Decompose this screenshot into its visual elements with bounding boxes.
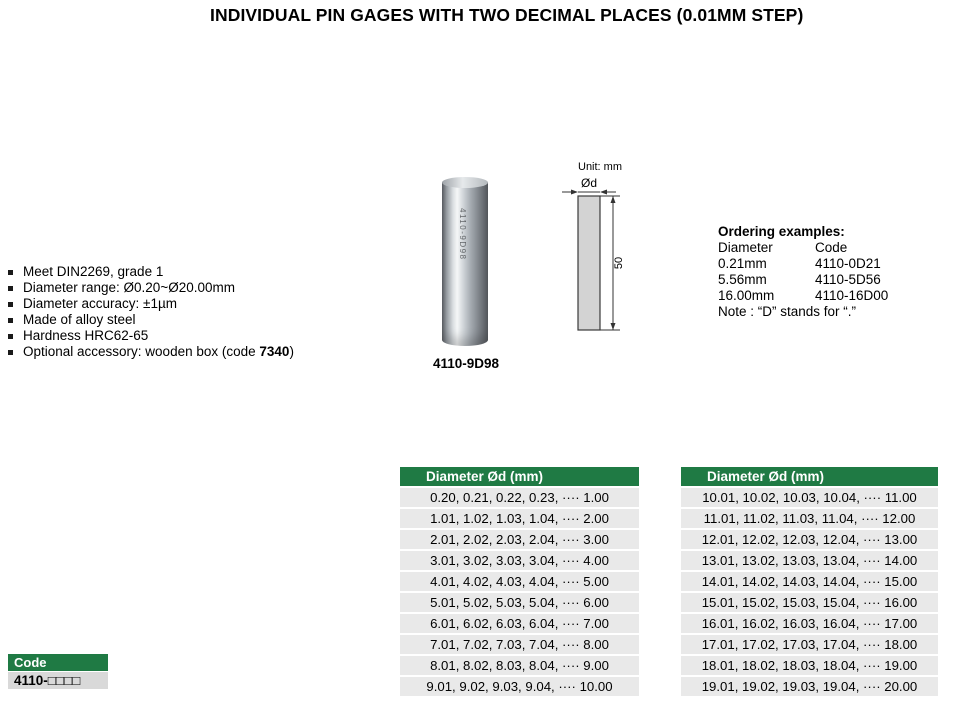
feature-item [8,312,294,328]
unit-label: Unit: mm [578,161,622,173]
feature-text-prefix: Optional accessory: wooden box (code [23,344,260,359]
table-row: 12.01, 12.02, 12.03, 12.04, ···· 13.00 [681,530,938,549]
feature-item [8,296,294,312]
table-row: 19.01, 19.02, 19.03, 19.04, ···· 20.00 [681,677,938,696]
ordering-note: Note : “D” stands for “.” [718,304,857,319]
dim-arrow-up-icon [611,196,616,203]
bullet-square-icon [8,286,13,291]
pin-side-view [578,196,600,330]
diameter-dim-label: Ød [580,176,598,190]
feature-text: Hardness HRC62-65 [23,328,149,343]
diameter-table-left [400,467,639,696]
table-row: 8.01, 8.02, 8.03, 8.04, ···· 9.00 [400,656,639,675]
table-row: 18.01, 18.02, 18.03, 18.04, ···· 19.00 [681,656,938,675]
ordering-col-code: Code [815,240,848,255]
ordering-diameter-value: 16.00mm [718,288,775,303]
ordering-diameter-value: 0.21mm [718,256,767,271]
ordering-examples [718,223,950,320]
ordering-heading: Ordering examples: [718,224,845,239]
table-header: Diameter Ød (mm) [400,467,639,486]
table-row: 1.01, 1.02, 1.03, 1.04, ···· 2.00 [400,509,639,528]
feature-text: Made of alloy steel [23,312,136,327]
feature-text: Meet DIN2269, grade 1 [23,264,164,279]
bullet-square-icon [8,270,13,275]
table-row: 4.01, 4.02, 4.03, 4.04, ···· 5.00 [400,572,639,591]
table-body [400,488,639,696]
ordering-col-diameter: Diameter [718,240,773,255]
code-box-header: Code [8,654,108,671]
dim-arrow-left-icon [600,190,607,195]
table-row: 5.01, 5.02, 5.03, 5.04, ···· 6.00 [400,593,639,612]
feature-text-suffix: ) [289,344,294,359]
dim-arrow-down-icon [611,323,616,330]
table-row: 10.01, 10.02, 10.03, 10.04, ···· 11.00 [681,488,938,507]
ordering-table [718,240,950,304]
ordering-code-value: 4110-16D00 [815,288,889,303]
table-row: 7.01, 7.02, 7.03, 7.04, ···· 8.00 [400,635,639,654]
table-row: 9.01, 9.02, 9.03, 9.04, ···· 10.00 [400,677,639,696]
code-box-value: 4110-□□□□ [8,672,108,689]
technical-drawing [556,156,696,356]
pin-engraving-text: 4110-9D98 [458,208,467,261]
bullet-square-icon [8,334,13,339]
ordering-diameter-value: 5.56mm [718,272,767,287]
feature-item [8,280,294,296]
table-body [681,488,938,696]
table-row: 15.01, 15.02, 15.03, 15.04, ···· 16.00 [681,593,938,612]
table-row: 13.01, 13.02, 13.03, 13.04, ···· 14.00 [681,551,938,570]
table-row: 16.01, 16.02, 16.03, 16.04, ···· 17.00 [681,614,938,633]
ordering-code-value: 4110-5D56 [815,272,881,287]
pin-top-cap [442,177,488,188]
feature-item [8,264,294,280]
table-row: 11.01, 11.02, 11.03, 11.04, ···· 12.00 [681,509,938,528]
length-dim-label: 50 [613,256,625,270]
pin-gage-photo [442,177,488,346]
ordering-code-value: 4110-0D21 [815,256,881,271]
code-box [8,654,108,689]
feature-list [8,264,294,360]
feature-item [8,328,294,344]
bullet-square-icon [8,318,13,323]
page-title: INDIVIDUAL PIN GAGES WITH TWO DECIMAL PLACES (0.01MM STEP) [210,5,804,25]
pin-body [442,182,488,346]
feature-item [8,344,294,360]
feature-text: Diameter range: Ø0.20~Ø20.00mm [23,280,235,295]
diameter-table-right [681,467,938,696]
table-header: Diameter Ød (mm) [681,467,938,486]
dim-arrow-right-icon [571,190,578,195]
table-row: 0.20, 0.21, 0.22, 0.23, ···· 1.00 [400,488,639,507]
bullet-square-icon [8,350,13,355]
feature-text-bold: 7340 [259,344,290,359]
feature-text: Diameter accuracy: ±1µm [23,296,177,311]
table-row: 6.01, 6.02, 6.03, 6.04, ···· 7.00 [400,614,639,633]
feature-text [23,344,294,359]
table-row: 2.01, 2.02, 2.03, 2.04, ···· 3.00 [400,530,639,549]
table-row: 14.01, 14.02, 14.03, 14.04, ···· 15.00 [681,572,938,591]
product-code-label: 4110-9D98 [432,356,500,371]
bullet-square-icon [8,302,13,307]
table-row: 3.01, 3.02, 3.03, 3.04, ···· 4.00 [400,551,639,570]
table-row: 17.01, 17.02, 17.03, 17.04, ···· 18.00 [681,635,938,654]
